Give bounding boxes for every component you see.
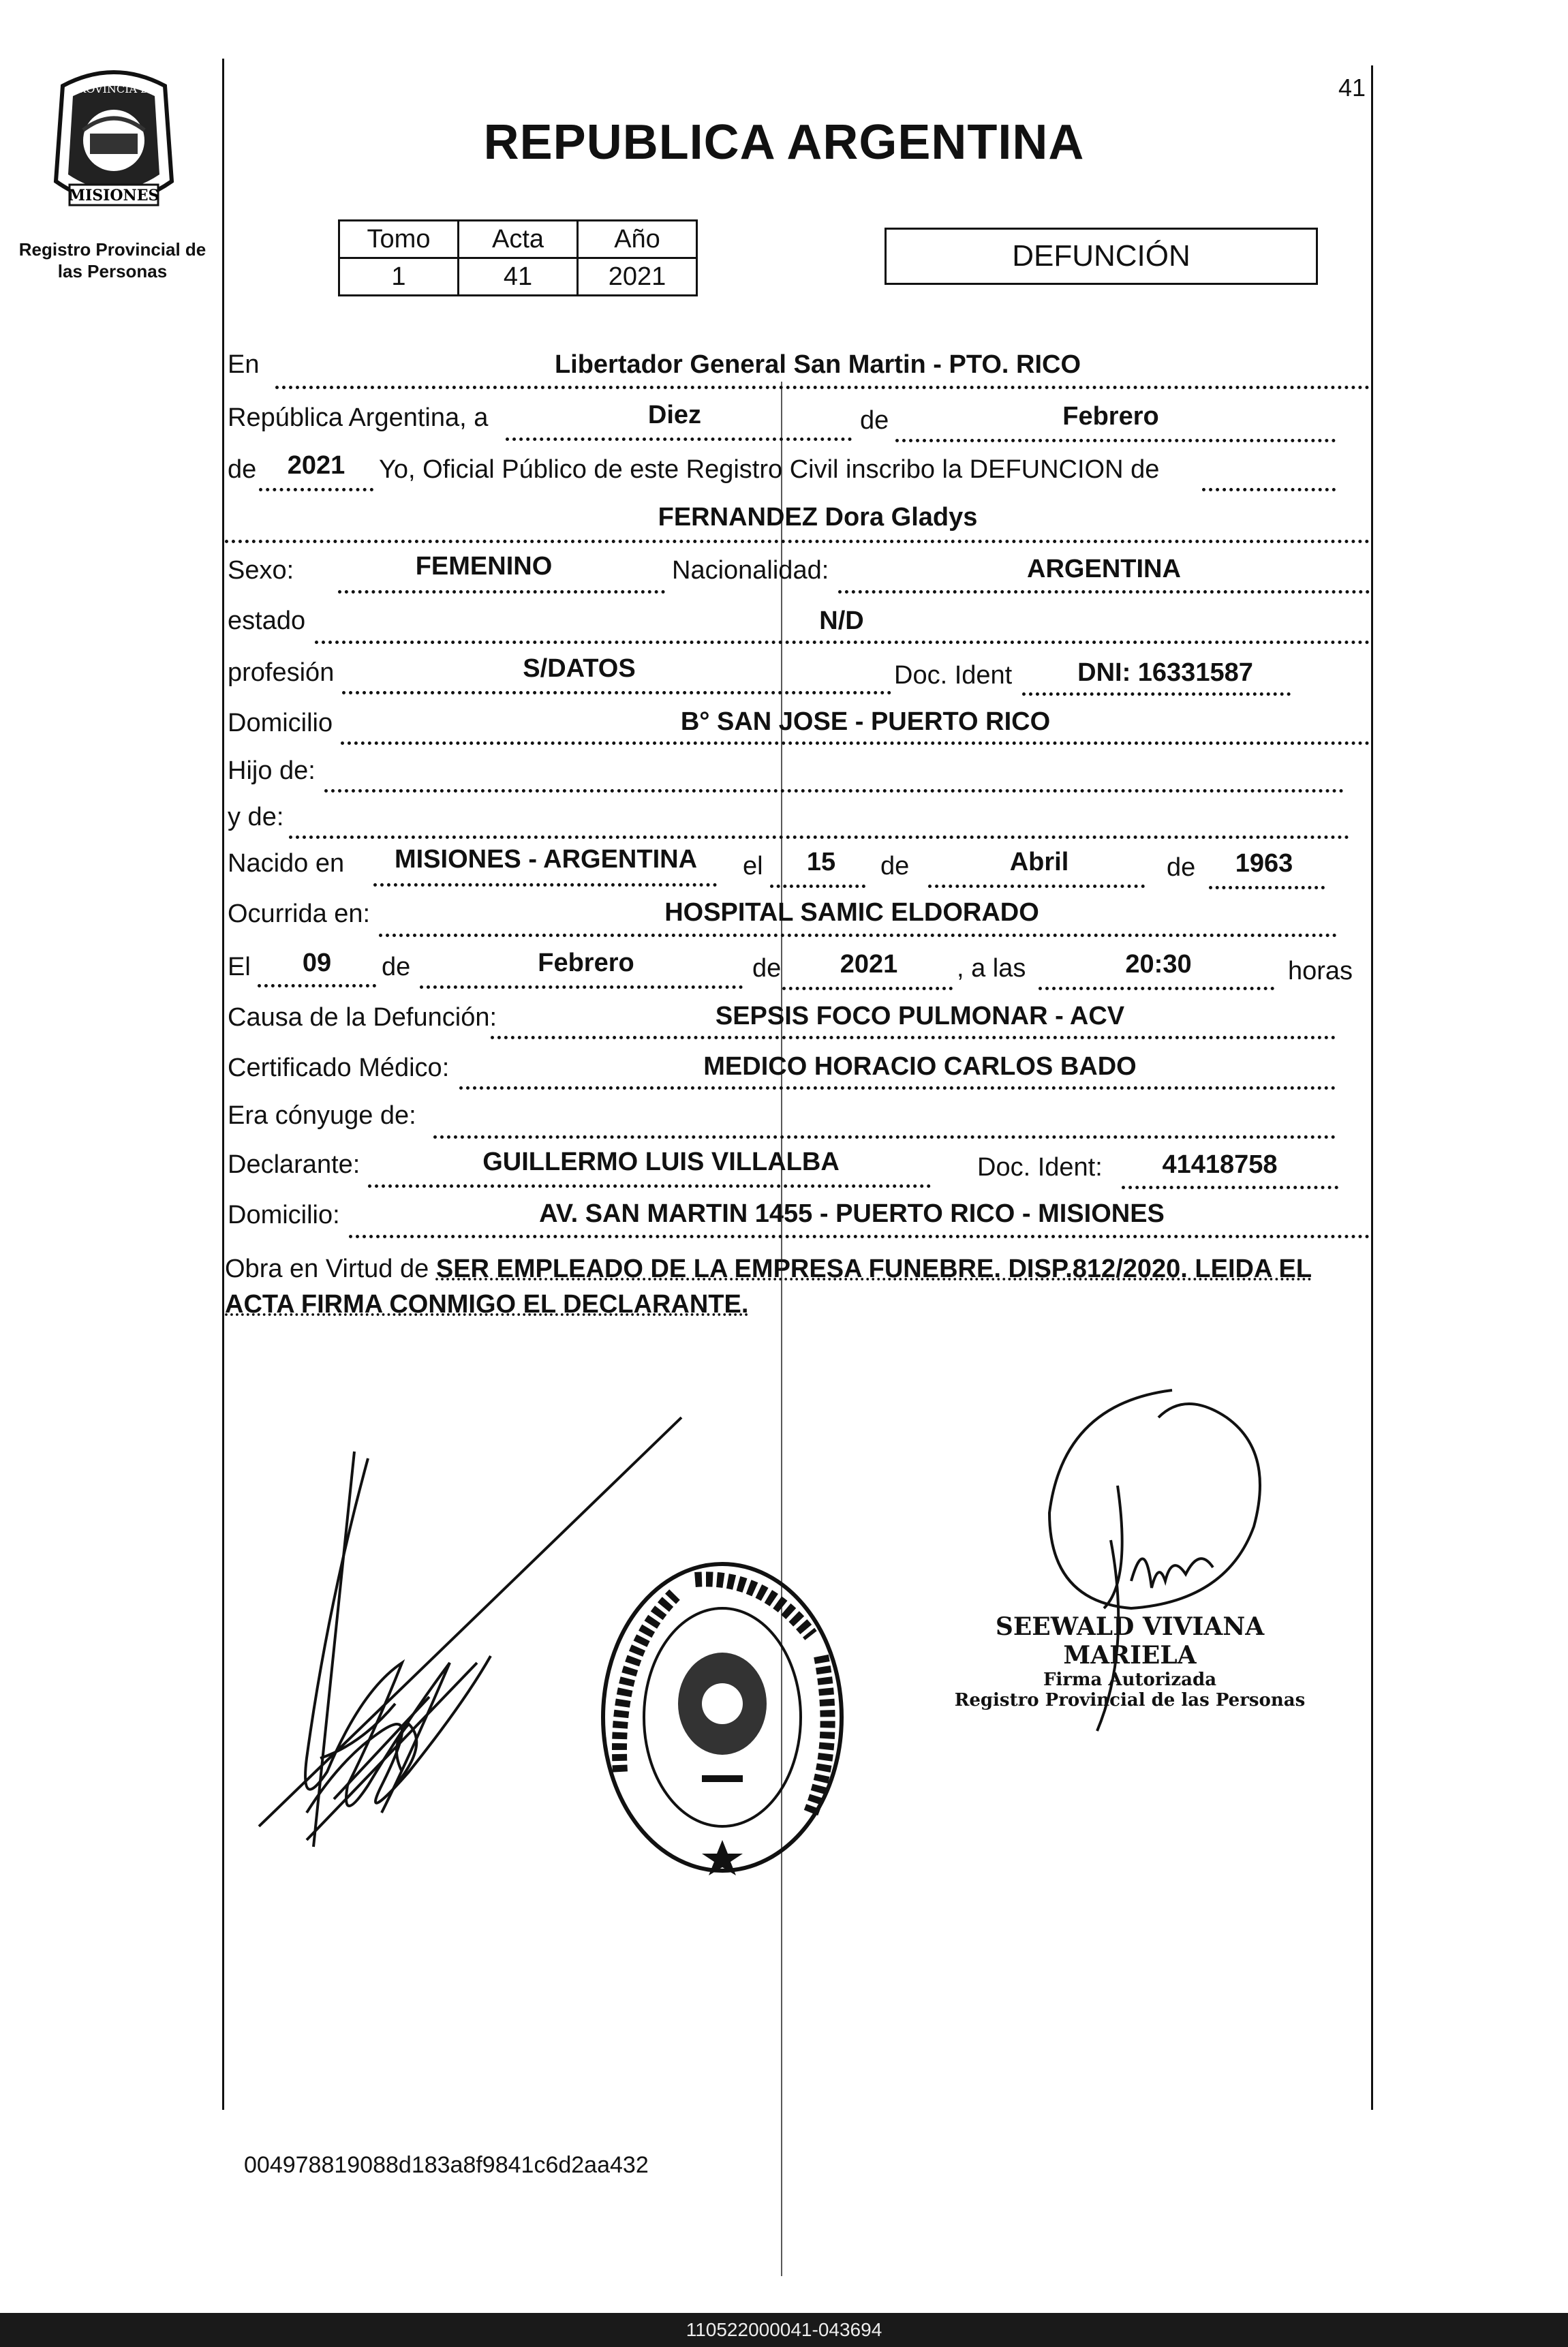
- obra-paragraph: [225, 1251, 1370, 1322]
- acta-value: 41: [459, 258, 578, 296]
- estado-label: estado: [228, 607, 306, 635]
- doc-value: DNI: 16331587: [1077, 658, 1253, 687]
- doc2-label: Doc. Ident:: [977, 1153, 1103, 1182]
- official-title: Firma Autorizada: [1043, 1670, 1217, 1690]
- registry-stamp-icon: [593, 1554, 852, 1881]
- dotted-line: [324, 789, 1344, 793]
- birth-year: 1963: [1235, 849, 1293, 878]
- ocurrida-value: HOSPITAL SAMIC ELDORADO: [664, 898, 1039, 927]
- doc2-value: 41418758: [1162, 1150, 1278, 1179]
- ocurrida-label: Ocurrida en:: [228, 900, 371, 928]
- month-value: Febrero: [1062, 402, 1159, 431]
- table-row: [339, 258, 697, 296]
- death-time: 20:30: [1125, 950, 1192, 979]
- death-day: 09: [302, 949, 332, 977]
- death-month: Febrero: [538, 949, 634, 977]
- dotted-line: [341, 741, 1370, 745]
- right-border: [1371, 65, 1373, 2110]
- nacionalidad-label: Nacionalidad:: [672, 556, 829, 585]
- death-year: 2021: [840, 950, 898, 979]
- document-hash: 004978819088d183a8f9841c6d2aa432: [244, 2152, 649, 2178]
- dotted-line: [315, 641, 1370, 644]
- dotted-line: [259, 488, 373, 491]
- center-fold-line: [781, 382, 782, 2276]
- yo-text: Yo, Oficial Público de este Registro Civil inscribo la DEFUNCION de: [379, 455, 1160, 484]
- dotted-line: [1039, 987, 1274, 990]
- sexo-label: Sexo:: [228, 556, 294, 585]
- certificado-value: MEDICO HORACIO CARLOS BADO: [703, 1052, 1137, 1081]
- dotted-line: [433, 1135, 1336, 1139]
- obra-value: SER EMPLEADO DE LA EMPRESA FUNEBRE. DISP.812/2020. LEIDA EL ACTA FIRMA CONMIGO EL DECLARANTE.: [225, 1255, 1312, 1319]
- horas-label: horas: [1288, 957, 1353, 985]
- yde-label: y de:: [228, 803, 284, 831]
- republica-label: República Argentina, a: [228, 403, 489, 432]
- certificado-label: Certificado Médico:: [228, 1054, 450, 1082]
- dotted-line: [1209, 886, 1325, 889]
- sexo-value: FEMENINO: [415, 552, 553, 581]
- dotted-line: [782, 987, 953, 990]
- dotted-line: [289, 835, 1349, 839]
- official-name: SEEWALD VIVIANA MARIELA: [995, 1612, 1265, 1670]
- dotted-line: [225, 540, 1370, 543]
- ano-value: 2021: [578, 258, 697, 296]
- svg-text:PROVINCIA DE: PROVINCIA DE: [70, 82, 157, 95]
- de2-label: de: [228, 455, 257, 484]
- birth-day: 15: [806, 848, 836, 876]
- obra-label: Obra en Virtud de: [225, 1255, 429, 1283]
- year-value: 2021: [287, 451, 345, 480]
- declarante-label: Declarante:: [228, 1150, 360, 1179]
- hijo-label: Hijo de:: [228, 756, 316, 785]
- dotted-line: [379, 934, 1337, 937]
- nacido-value: MISIONES - ARGENTINA: [394, 845, 698, 874]
- dotted-line: [368, 1184, 931, 1188]
- footer-code: 110522000041-043694: [0, 2313, 1568, 2347]
- dotted-line: [1022, 692, 1291, 696]
- dotted-line: [420, 985, 743, 989]
- dotted-line: [459, 1086, 1336, 1090]
- declarante-value: GUILLERMO LUIS VILLALBA: [482, 1148, 840, 1176]
- dotted-line: [838, 590, 1370, 594]
- registry-name: Registro Provincial de las Personas: [18, 239, 206, 281]
- dotted-line: [491, 1036, 1336, 1039]
- dotted-line: [275, 386, 1370, 389]
- profesion-value: S/DATOS: [523, 654, 636, 683]
- de3-label: de: [880, 852, 910, 880]
- de4-label: de: [1167, 853, 1196, 882]
- nacionalidad-value: ARGENTINA: [1027, 555, 1181, 583]
- causa-label: Causa de la Defunción:: [228, 1003, 497, 1032]
- record-table: [338, 219, 698, 296]
- de6-label: de: [752, 954, 782, 983]
- dotted-line: [928, 885, 1145, 888]
- el2-label: El: [228, 953, 251, 981]
- record-type-box: DEFUNCIÓN: [885, 228, 1318, 285]
- causa-value: SEPSIS FOCO PULMONAR - ACV: [715, 1002, 1125, 1030]
- dotted-line: [1122, 1186, 1338, 1189]
- en-label: En: [228, 350, 260, 379]
- page-number: 41: [1338, 74, 1366, 102]
- place-value: Libertador General San Martin - PTO. RICO: [554, 350, 1081, 379]
- deceased-name: FERNANDEZ Dora Gladys: [658, 503, 978, 532]
- tomo-value: 1: [339, 258, 459, 296]
- dotted-line: [506, 438, 852, 441]
- nacido-label: Nacido en: [228, 849, 345, 878]
- domicilio2-value: AV. SAN MARTIN 1455 - PUERTO RICO - MISIONES: [539, 1199, 1165, 1228]
- page-title: REPUBLICA ARGENTINA: [483, 115, 1085, 170]
- domicilio-value: B° SAN JOSE - PUERTO RICO: [680, 707, 1051, 736]
- dotted-line: [373, 883, 717, 887]
- dotted-line: [258, 984, 376, 987]
- table-header-acta: Acta: [459, 221, 578, 258]
- de5-label: de: [382, 953, 411, 981]
- official-office: Registro Provincial de las Personas: [954, 1690, 1306, 1711]
- table-header-tomo: Tomo: [339, 221, 459, 258]
- dotted-line: [1202, 488, 1336, 491]
- conyuge-label: Era cónyuge de:: [228, 1101, 416, 1130]
- dotted-line: [342, 691, 891, 694]
- de-label: de: [860, 406, 889, 435]
- dotted-line: [349, 1235, 1370, 1238]
- svg-text:MISIONES: MISIONES: [68, 187, 159, 204]
- day-value: Diez: [647, 401, 702, 429]
- el-label: el: [743, 852, 763, 880]
- estado-value: N/D: [819, 607, 864, 635]
- doc-label: Doc. Ident: [894, 661, 1013, 690]
- table-header-ano: Año: [578, 221, 697, 258]
- birth-month: Abril: [1009, 848, 1069, 876]
- table-row: [339, 221, 697, 258]
- official-block: [939, 1612, 1321, 1711]
- profesion-label: profesión: [228, 658, 335, 687]
- dotted-line: [770, 885, 865, 888]
- alas-label: , a las: [957, 954, 1026, 983]
- domicilio2-label: Domicilio:: [228, 1201, 340, 1229]
- domicilio-label: Domicilio: [228, 709, 333, 737]
- dotted-line: [338, 590, 665, 594]
- dotted-line: [895, 439, 1336, 442]
